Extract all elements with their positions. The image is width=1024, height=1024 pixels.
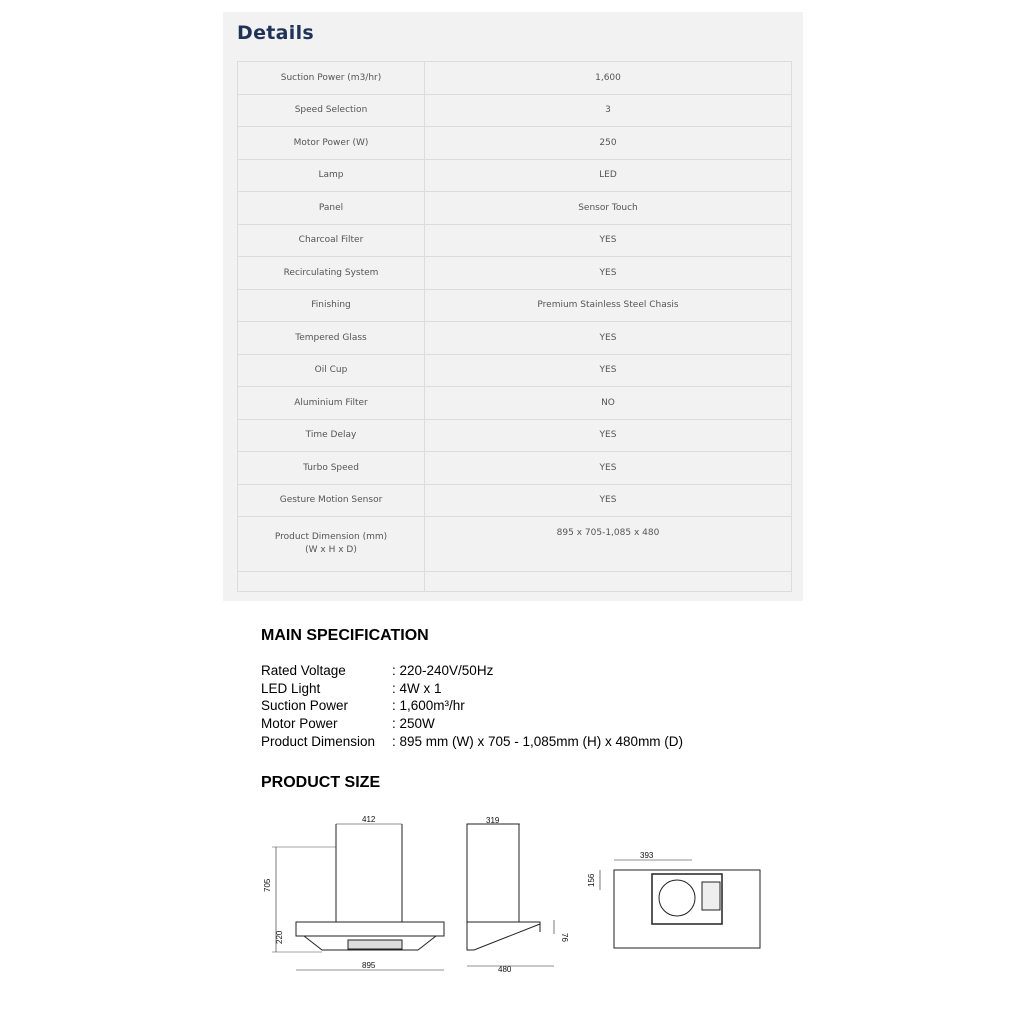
spec-item-label: Motor Power <box>261 716 338 732</box>
table-row <box>238 354 792 387</box>
dim-top-duct-depth: 156 <box>587 873 596 887</box>
spec-item-label: Rated Voltage <box>261 663 346 678</box>
spec-value-cell: NO <box>425 387 792 420</box>
spec-label-cell: Aluminium Filter <box>238 387 425 420</box>
spec-label-cell: Turbo Speed <box>238 452 425 485</box>
dimension-label-line1: Product Dimension (mm) <box>274 532 388 542</box>
empty-cell <box>425 572 792 592</box>
spec-label-cell: Tempered Glass <box>238 322 425 355</box>
table-row <box>238 289 792 322</box>
spec-value-cell: 250 <box>425 127 792 160</box>
spec-item-label: Suction Power <box>261 698 349 714</box>
spec-value-cell: YES <box>425 452 792 485</box>
dim-top-duct-width: 393 <box>640 851 654 860</box>
spec-item-value: : 895 mm (W) x 705 - 1,085mm (H) x 480mm (D) <box>392 733 684 749</box>
table-row <box>238 62 792 95</box>
spec-label-cell: Oil Cup <box>238 354 425 387</box>
table-row <box>238 159 792 192</box>
spec-value-cell: Sensor Touch <box>425 192 792 225</box>
dim-front-base-height: 220 <box>275 930 284 944</box>
top-view <box>600 860 760 948</box>
main-specification-heading: MAIN SPECIFICATION <box>261 627 429 644</box>
spec-value-cell: YES <box>425 484 792 517</box>
spec-label-cell: Finishing <box>238 289 425 322</box>
dim-side-hood-height: 76 <box>560 933 569 942</box>
spec-item-value: : 1,600m³/hr <box>392 698 465 714</box>
spec-value-cell: LED <box>425 159 792 192</box>
spec-item-label: LED Light <box>261 680 321 696</box>
control-panel <box>348 940 402 949</box>
top-outline <box>614 870 760 948</box>
table-row <box>238 452 792 485</box>
table-row <box>238 94 792 127</box>
table-row-dimension <box>238 517 792 572</box>
product-size-drawing <box>262 812 762 977</box>
spec-item-value: : 220-240V/50Hz <box>392 663 494 678</box>
table-row <box>238 484 792 517</box>
empty-cell <box>238 572 425 592</box>
spec-label-cell: Panel <box>238 192 425 225</box>
side-view <box>467 824 554 966</box>
duct-circle <box>659 880 695 916</box>
motor-label <box>702 882 720 910</box>
table-row <box>238 224 792 257</box>
side-chimney <box>467 824 519 922</box>
spec-value-cell: YES <box>425 224 792 257</box>
spec-label-cell: Speed Selection <box>238 94 425 127</box>
table-row <box>238 192 792 225</box>
dimension-value-cell: 895 x 705-1,085 x 480 <box>425 517 792 572</box>
dim-front-chimney-width: 412 <box>362 815 376 824</box>
spec-table <box>237 61 792 592</box>
spec-label-cell: Lamp <box>238 159 425 192</box>
product-size-heading: PRODUCT SIZE <box>261 774 381 791</box>
table-row <box>238 419 792 452</box>
spec-label-cell: Charcoal Filter <box>238 224 425 257</box>
spec-value-cell: YES <box>425 322 792 355</box>
hood-body <box>296 922 444 936</box>
dim-front-height: 705 <box>263 878 272 892</box>
side-hood <box>467 922 540 950</box>
dim-side-depth: 480 <box>498 965 512 974</box>
spec-label-cell: Gesture Motion Sensor <box>238 484 425 517</box>
spec-value-cell: 1,600 <box>425 62 792 95</box>
dim-front-width: 895 <box>362 961 376 970</box>
spec-label-cell: Motor Power (W) <box>238 127 425 160</box>
spec-label-cell: Suction Power (m3/hr) <box>238 62 425 95</box>
spec-value-cell: YES <box>425 257 792 290</box>
spec-value-cell: Premium Stainless Steel Chasis <box>425 289 792 322</box>
table-row-empty <box>238 572 792 592</box>
spec-label-cell: Time Delay <box>238 419 425 452</box>
spec-value-cell: YES <box>425 354 792 387</box>
table-row <box>238 387 792 420</box>
table-row <box>238 322 792 355</box>
details-panel <box>223 12 803 601</box>
spec-item-value: : 250W <box>392 716 435 732</box>
spec-item-label: Product Dimension <box>261 733 376 749</box>
dimension-label-cell <box>238 517 425 572</box>
spec-label-cell: Recirculating System <box>238 257 425 290</box>
dim-side-chimney-depth: 319 <box>486 816 500 825</box>
table-row <box>238 257 792 290</box>
details-title: Details <box>237 22 314 44</box>
table-row <box>238 127 792 160</box>
spec-value-cell: YES <box>425 419 792 452</box>
spec-item-value: : 4W x 1 <box>392 680 442 696</box>
dimension-label-line2: (W x H x D) <box>305 545 357 555</box>
spec-value-cell: 3 <box>425 94 792 127</box>
front-view <box>272 824 444 970</box>
